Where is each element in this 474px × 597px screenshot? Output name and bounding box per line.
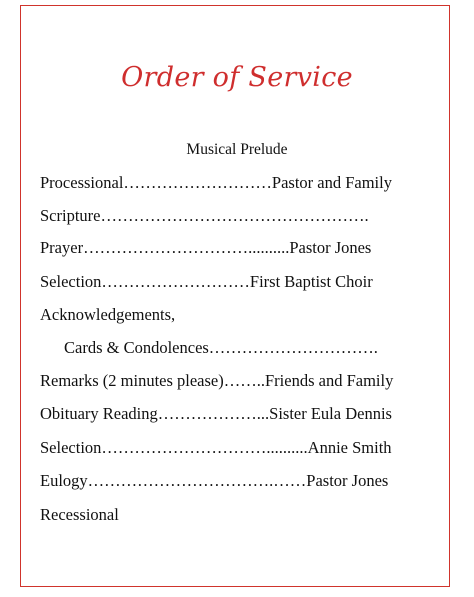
program-line-eulogy: Eulogy…………………………….……Pastor Jones	[40, 471, 389, 490]
program-line-cards-condolences: Cards & Condolences………………………….	[64, 338, 378, 357]
program-line-acknowledgements: Acknowledgements,	[40, 305, 176, 324]
program-line-processional: Processional………………………Pastor and Family	[40, 173, 392, 192]
program-line-remarks: Remarks (2 minutes please)……..Friends and Family	[40, 371, 394, 390]
program-line-prayer: Prayer…………………………..........Pastor Jones	[40, 238, 372, 257]
musical-prelude-heading: Musical Prelude	[186, 141, 288, 158]
program-line-recessional: Recessional	[40, 505, 119, 524]
program-line-selection-choir: Selection………………………First Baptist Choir	[40, 272, 373, 291]
document-title: Order of Service	[121, 62, 353, 93]
program-line-scripture: Scripture………………………………………….	[40, 206, 369, 225]
program-line-obituary-reading: Obituary Reading………………...Sister Eula Dennis	[40, 404, 392, 423]
program-line-selection-solo: Selection…………………………..........Annie Smith	[40, 438, 392, 457]
